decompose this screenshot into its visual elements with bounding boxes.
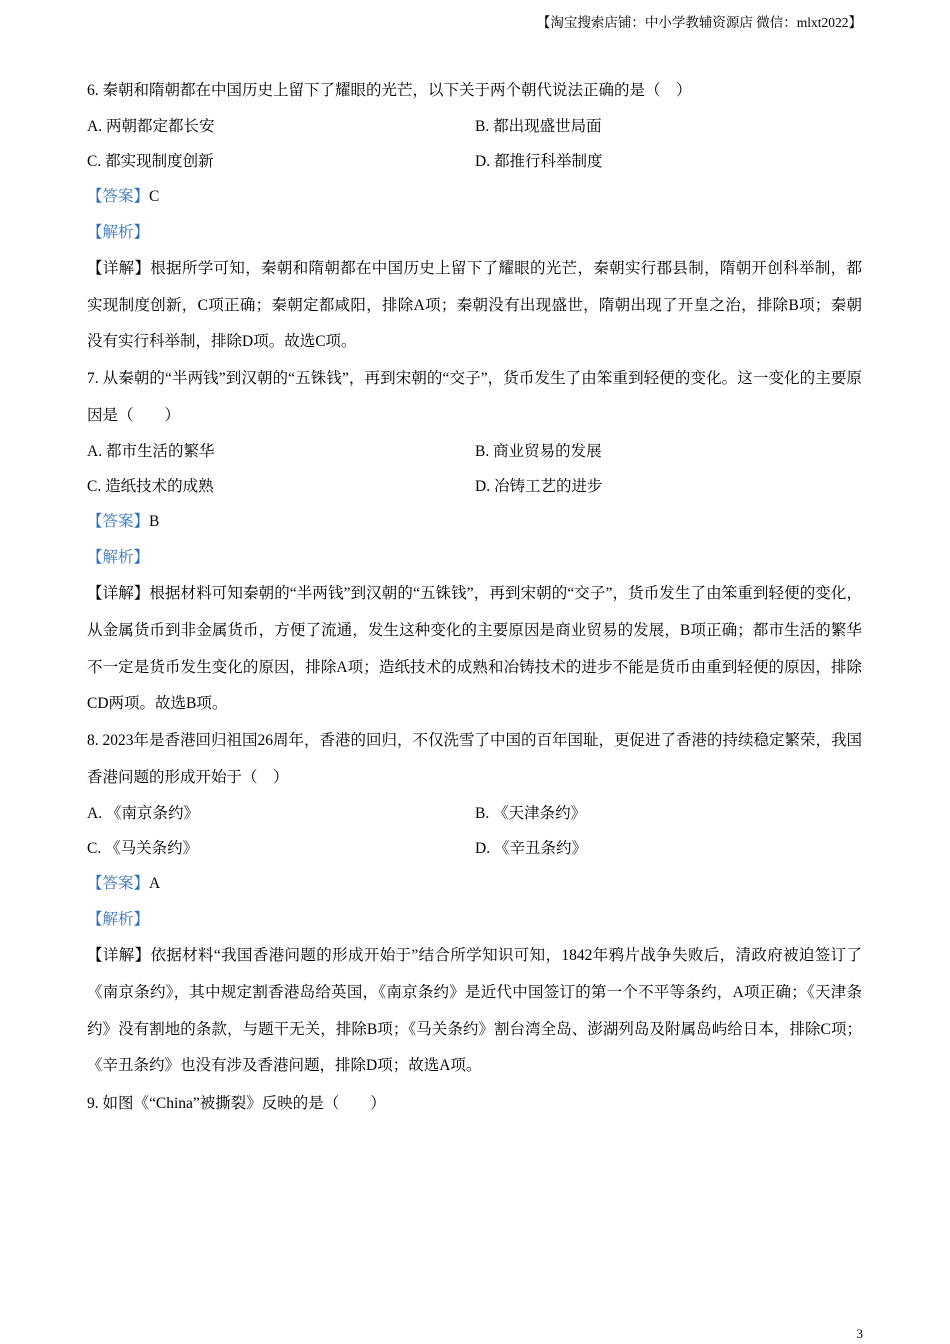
- question-6-options-row-2: [87, 144, 862, 179]
- page-number: 3: [856, 1326, 863, 1341]
- question-6-option-c: C. 都实现制度创新: [87, 152, 214, 170]
- question-9-stem: 9. 如图《“China”被撕裂》反映的是（ ）: [87, 1095, 386, 1113]
- answer-label: 【答案】: [87, 513, 150, 531]
- question-8-options-row-2: [87, 831, 862, 866]
- question-8-detail: [87, 938, 862, 1085]
- detail-text: 根据所学可知，秦朝和隋朝都在中国历史上留下了耀眼的光芒，秦朝实行郡县制，隋朝开创科举制，都实现制度创新，C项正确；秦朝定都咸阳，排除A项；秦朝没有出现盛世，隋朝出现了开皇之治，排除B项；秦朝没有实行科举制，排除D项。故选C项。: [87, 259, 862, 351]
- question-6-option-a: A. 两朝都定都长安: [87, 117, 215, 135]
- question-8-stem: 8. 2023年是香港回归祖国26周年，香港的回归，不仅洗雪了中国的百年国耻，更促进了香港的持续稳定繁荣，我国香港问题的形成开始于（ ）: [87, 732, 863, 786]
- answer-value: C: [149, 188, 160, 206]
- answer-value: B: [149, 513, 160, 531]
- question-8-option-a: A. 《南京条约》: [87, 804, 199, 822]
- question-7-analysis-label: [87, 540, 862, 576]
- question-7-stem: 7. 从秦朝的“半两钱”到汉朝的“五铢钱”，再到宋朝的“交子”，货币发生了由笨重到轻便的变化。这一变化的主要原因是（ ）: [87, 370, 862, 424]
- question-8-option-c: C. 《马关条约》: [87, 840, 199, 858]
- analysis-label: 【解析】: [87, 549, 150, 567]
- document-body: [87, 73, 862, 1122]
- question-6-detail: [87, 251, 862, 361]
- question-7-options-row-1: [87, 434, 862, 469]
- question-7-options-row-2: [87, 469, 862, 504]
- detail-text: 根据材料可知秦朝的“半两钱”到汉朝的“五铢钱”，再到宋朝的“交子”，货币发生了由笨重到轻便的变化，从金属货币到非金属货币，方便了流通，发生这种变化的主要原因是商业贸易的发展，B项正确；都市生活的繁华不一定是货币发生变化的原因，排除A项；造纸技术的成熟和冶铸技术的进步不能是货币由重到轻便的原因，排除CD两项。故选B项。: [87, 584, 862, 713]
- detail-label: 【详解】: [87, 584, 150, 602]
- answer-label: 【答案】: [87, 875, 150, 893]
- question-6-analysis-label: [87, 215, 862, 251]
- question-7-answer: [87, 504, 862, 540]
- question-7-detail: [87, 576, 862, 723]
- detail-label: 【详解】: [87, 946, 151, 964]
- answer-label: 【答案】: [87, 188, 150, 206]
- page-header: 【淘宝搜索店铺：中小学教辅资源店 微信：mlxt2022】: [536, 15, 862, 30]
- question-7-option-b: B. 商业贸易的发展: [475, 442, 602, 460]
- analysis-label: 【解析】: [87, 223, 150, 241]
- detail-label: 【详解】: [87, 259, 151, 277]
- question-8-options-row-1: [87, 796, 862, 831]
- question-8-option-d: D. 《辛丑条约》: [475, 840, 587, 858]
- question-6-answer: [87, 179, 862, 215]
- question-8-answer: [87, 866, 862, 902]
- question-6-stem: 6. 秦朝和隋朝都在中国历史上留下了耀眼的光芒，以下关于两个朝代说法正确的是（ ）: [87, 82, 692, 99]
- question-7-option-a: A. 都市生活的繁华: [87, 442, 215, 460]
- question-8-option-b: B. 《天津条约》: [475, 804, 587, 822]
- question-6-option-b: B. 都出现盛世局面: [475, 117, 602, 135]
- detail-text: 依据材料“我国香港问题的形成开始于”结合所学知识可知，1842年鸦片战争失败后，清政府被迫签订了《南京条约》，其中规定割香港岛给英国，《南京条约》是近代中国签订的第一个不平等条约，A项正确；《天津条约》没有割地的条款，与题干无关，排除B项；《马关条约》割台湾全岛、澎湖列岛及附属岛屿给日本，排除C项；《辛丑条约》也没有涉及香港问题，排除D项；故选A项。: [87, 946, 862, 1075]
- analysis-label: 【解析】: [87, 911, 150, 929]
- question-6-option-d: D. 都推行科举制度: [475, 152, 603, 170]
- answer-value: A: [149, 875, 161, 893]
- question-7-option-c: C. 造纸技术的成熟: [87, 478, 214, 496]
- question-6-options-row-1: [87, 109, 862, 144]
- question-7-option-d: D. 冶铸工艺的进步: [475, 478, 603, 496]
- question-8-analysis-label: [87, 902, 862, 938]
